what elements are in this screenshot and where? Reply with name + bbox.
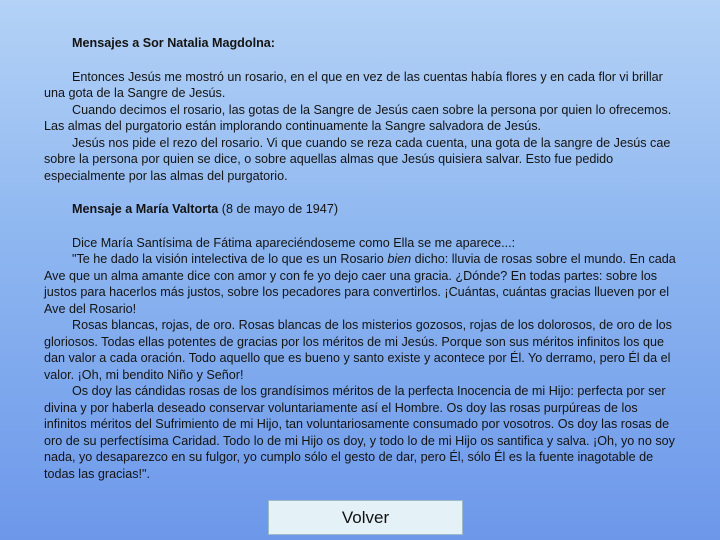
paragraph: Jesús nos pide el rezo del rosario. Vi que cuando se reza cada cuenta, una gota de la sangre de Jesús cae sobre la persona por quien se dice, o sobre aquellas almas que Jesús quisiera salvar. Esto fue pedido especialmente por las almas del purgatorio. bbox=[44, 135, 671, 183]
paragraph: Dice María Santísima de Fátima apareciéndoseme como Ella se me aparece...: bbox=[72, 235, 516, 250]
paragraph: Cuando decimos el rosario, las gotas de la Sangre de Jesús caen sobre la persona por quien lo ofrecemos. Las almas del purgatorio están implorando continuamente la Sangre salvadora de Jesús. bbox=[44, 102, 672, 133]
italic-word: bien bbox=[387, 252, 412, 266]
heading-name: Mensaje a María Valtorta bbox=[72, 202, 219, 216]
main-text bbox=[44, 35, 680, 482]
volver-button[interactable]: Volver bbox=[268, 500, 463, 535]
text-span: "Te he dado la visión intelectiva de lo que es un Rosario bbox=[72, 252, 388, 266]
paragraph: Rosas blancas, rojas, de oro. Rosas blancas de los misterios gozosos, rojas de los dolorosos, de oro de los gloriosos. Todas ellas potentes de gracias por los méritos de mi Jesús. Porque son sus méritos infinitos los que dan valor a cada oración. Todo aquello que es bueno y santo existe y acontece por Él. Yo derramo, pero Él da el valor. ¡Oh, mi bendito Niño y Señor! bbox=[44, 318, 672, 382]
paragraph: Os doy las cándidas rosas de los grandísimos méritos de la perfecta Inocencia de mi Hijo: perfecta por ser divina y por haberla deseado conservar voluntariamente así el Hombre. Os doy las rosas purpúreas de los infinitos méritos del Sufrimiento de mi Hijo, tan voluntariosamente consumado por vosotros. Os doy las rosas de oro de su perfectísima Caridad. Todo lo de mi Hijo os doy, y todo lo de mi Hijo os santifica y salva. ¡Oh, yo no soy nada, yo desaparezco en su fulgor, yo cumplo sólo el gesto de dar, pero Él, sólo Él es la fuente inagotable de todas las gracias!". bbox=[44, 384, 675, 481]
section-heading-maria-valtorta bbox=[44, 201, 680, 218]
section-heading-sor-natalia: Mensajes a Sor Natalia Magdolna: bbox=[72, 36, 275, 50]
paragraph: Entonces Jesús me mostró un rosario, en el que en vez de las cuentas había flores y en cada flor vi brillar una gota de la Sangre de Jesús. bbox=[44, 69, 663, 100]
heading-date: (8 de mayo de 1947) bbox=[218, 202, 339, 216]
text-span: dicho: lluvia de rosas sobre el mundo. En cada Ave que un alma amante dice con amor y con fe yo dejo caer una gracia. ¿Dónde? En todas partes: sobre los justos para hacerlos más justos, sobre los pecadores para convertirlos. ¡Cuántas, cuántas gracias llueven por el Ave del Rosario! bbox=[44, 252, 676, 316]
paragraph bbox=[44, 251, 680, 317]
